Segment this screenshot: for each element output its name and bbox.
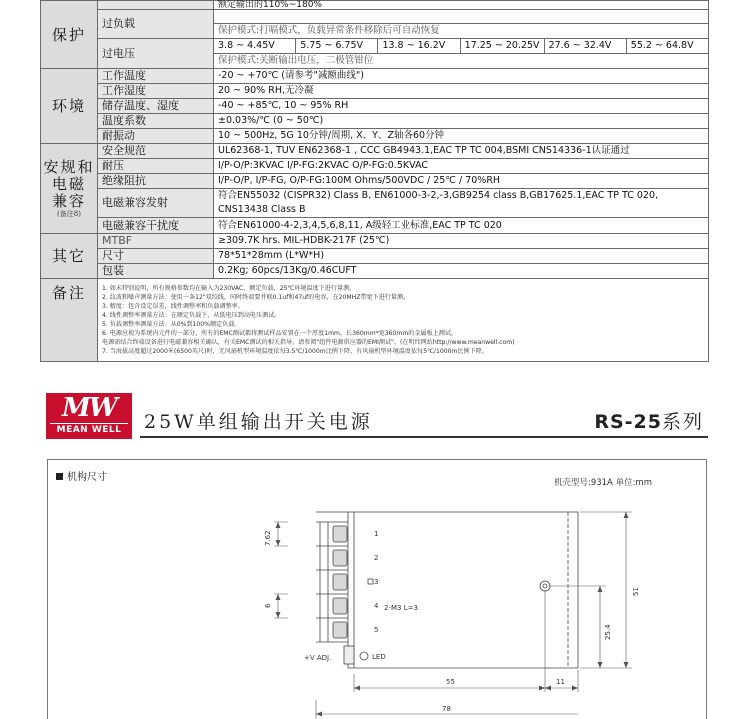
dim-gap: 6 bbox=[264, 603, 272, 608]
others-value-3: 0.2Kg; 60pcs/13Kg/0.46CUFT bbox=[214, 264, 709, 279]
dim-width: 51 bbox=[632, 587, 640, 596]
mechanical-section bbox=[47, 459, 707, 719]
ovp-range-1: 3.8 ~ 4.45V bbox=[214, 39, 296, 53]
safety-value-4: 符合EN55032 (CISPR32) Class B, EN61000-3-2,-3,GB9254 class B,GB17625.1,EAC TP TC 020, bbox=[214, 189, 709, 204]
terminal-screw-5 bbox=[333, 622, 347, 638]
safety-label-1: 安全规范 bbox=[98, 144, 214, 159]
terminal-label-5: 5 bbox=[374, 626, 379, 634]
ovp-range-3: 13.8 ~ 16.2V bbox=[378, 39, 460, 53]
terminal-screw-1 bbox=[333, 526, 347, 542]
spec-table bbox=[40, 0, 709, 362]
terminal-screw-2 bbox=[333, 550, 347, 566]
dim-pitch-line bbox=[274, 522, 288, 546]
dim-width-line bbox=[580, 512, 632, 668]
case-info: 机壳型号:931A 单位:mm bbox=[553, 478, 652, 488]
case-outline bbox=[316, 512, 578, 668]
others-label-2: 尺寸 bbox=[98, 249, 214, 264]
overload-label: 过负载 bbox=[98, 10, 214, 39]
overvoltage-label: 过电压 bbox=[98, 39, 214, 69]
note-line-3: 3. 精度：包含设定误差，线性调整率和负载调整率。 bbox=[102, 302, 244, 310]
env-value-4: ±0.03%/℃ (0 ~ 50℃) bbox=[214, 114, 709, 129]
note-line-2: 2. 纹波和噪声测量方法：使用一条12"双绞线，同时终端要并联0.1uf和47uf的电容，在20MHZ带宽下进行量测。 bbox=[102, 293, 410, 301]
group-safety-note: (备注8) bbox=[57, 209, 81, 218]
terminal-label-3: 3 bbox=[374, 578, 379, 586]
note-line-6: 6. 电源应视为系统内元件的一部分，所有的EMC测试都将测试样品安置在一个厚度1mm，长360mm*宽360mm的金属板上测试。 bbox=[102, 330, 458, 338]
group-protection: 保护 bbox=[41, 1, 98, 69]
overvoltage-ranges bbox=[214, 39, 709, 54]
logo-mark: MW bbox=[62, 393, 116, 423]
series-label bbox=[594, 407, 704, 434]
pin-3-marker bbox=[368, 579, 373, 584]
terminal-label-1: 1 bbox=[374, 530, 379, 538]
env-label-2: 工作湿度 bbox=[98, 84, 214, 99]
protection-top-value: 额定输出的110%~180% bbox=[214, 1, 709, 10]
env-value-2: 20 ~ 90% RH,无冷凝 bbox=[214, 84, 709, 99]
vadj-label: +V ADJ. bbox=[304, 654, 332, 662]
led-label: LED bbox=[372, 653, 386, 661]
group-safety-emc bbox=[41, 144, 98, 234]
ovp-range-4: 17.25 ~ 20.25V bbox=[461, 39, 545, 53]
env-label-3: 储存温度、湿度 bbox=[98, 99, 214, 114]
group-notes: 备注 bbox=[41, 279, 98, 362]
terminal-label-4: 4 bbox=[374, 602, 379, 610]
env-label-5: 耐振动 bbox=[98, 129, 214, 144]
safety-value-1: UL62368-1, TUV EN62368-1 , CCC GB4943.1,EAC TP TC 004,BSMI CNS14336-1认证通过 bbox=[214, 144, 709, 159]
env-label-1: 工作温度 bbox=[98, 69, 214, 84]
vadj-pot bbox=[344, 646, 354, 664]
terminal-label-2: 2 bbox=[374, 554, 379, 562]
env-value-1: -20 ~ +70℃ (请参考"减额曲线") bbox=[214, 69, 709, 84]
overload-value: 保护模式:打嗝模式，负载异常条件移除后可自动恢复 bbox=[214, 24, 709, 39]
overload-range bbox=[214, 10, 709, 24]
group-environment: 环境 bbox=[41, 69, 98, 144]
note-line-1: 1. 如未特别说明，所有规格参数均在输入为230VAC，额定负载，25℃环境温度下进行量测。 bbox=[102, 284, 356, 292]
led-indicator bbox=[360, 652, 368, 660]
safety-value-2: I/P-O/P:3KVAC I/P-FG:2KVAC O/P-FG:0.5KVAC bbox=[214, 159, 709, 174]
mechanical-heading-text: 机构尺寸 bbox=[67, 472, 107, 483]
note-line-7: 电源需结合终端设备进行电磁兼容相关确认，有关EMC测试的相关指导，请参阅"组件电源供应器的EMI测试"。(在明纬网站http://www.meanwell.com) bbox=[102, 339, 515, 347]
ovp-range-2: 5.75 ~ 6.75V bbox=[296, 39, 378, 53]
note-line-5: 5. 负载调整率测量方法：从0%到100%额定负载。 bbox=[102, 321, 241, 328]
mechanical-drawing bbox=[48, 460, 708, 719]
overvoltage-mode: 保护模式:关断输出电压，二极管钳位 bbox=[214, 54, 709, 69]
notes-block bbox=[98, 279, 709, 362]
safety-label-5: 电磁兼容干扰度 bbox=[98, 218, 214, 234]
terminal-screw-4 bbox=[333, 598, 347, 614]
group-safety-line2: 电磁 bbox=[51, 174, 86, 193]
note-line-8: 7. 当海拔高度超过2000米(6500英尺)时，无风扇机型环境温度依每3.5℃/1000m比例下降，有风扇机型环境温度依每5℃/1000m比例下降。 bbox=[102, 348, 488, 356]
terminal-screws bbox=[333, 526, 347, 638]
safety-label-4: 电磁兼容发射 bbox=[98, 189, 214, 218]
dim-hole-edge: 11 bbox=[556, 678, 565, 686]
safety-label-3: 绝缘阻抗 bbox=[98, 174, 214, 189]
protection-blank-label bbox=[98, 1, 214, 10]
safety-value-3: I/P-O/P, I/P-FG, O/P-FG:100M Ohms/500VDC / 25℃ / 70%RH bbox=[214, 174, 709, 189]
group-safety-line3: 兼容 bbox=[51, 191, 86, 210]
group-others: 其它 bbox=[41, 234, 98, 279]
dim-length: 78 bbox=[442, 705, 451, 713]
screw-label: 2-M3 L=3 bbox=[384, 604, 418, 612]
safety-label-2: 耐压 bbox=[98, 159, 214, 174]
others-label-1: MTBF bbox=[98, 234, 214, 249]
dim-hole-x: 55 bbox=[446, 678, 455, 686]
logo-name: MEAN WELL bbox=[50, 423, 128, 436]
mounting-hole-inner bbox=[543, 584, 547, 588]
product-title: 25W单组输出开关电源 bbox=[144, 411, 373, 433]
safety-value-4b: CNS13438 Class B bbox=[214, 203, 709, 218]
product-banner bbox=[40, 393, 708, 443]
others-value-1: ≥309.7K hrs. MIL-HDBK-217F (25℃) bbox=[214, 234, 709, 249]
terminal-screw-3 bbox=[333, 574, 347, 590]
series-code: RS-25 bbox=[594, 411, 662, 433]
env-value-5: 10 ~ 500Hz, 5G 10分钟/周期, X、Y、Z轴各60分钟 bbox=[214, 129, 709, 144]
mounting-hole bbox=[540, 581, 550, 591]
dim-pitch: 7.62 bbox=[264, 530, 272, 546]
note-line-4: 4. 线性调整率测量方法：在额定负载下，从低电压到高电压测试。 bbox=[102, 311, 281, 319]
mean-well-logo bbox=[46, 393, 132, 439]
env-value-3: -40 ~ +85℃, 10 ~ 95% RH bbox=[214, 99, 709, 114]
dim-hole-height: 25.4 bbox=[604, 624, 612, 640]
dim-gap-line bbox=[274, 594, 288, 618]
banner-rule bbox=[140, 436, 708, 438]
group-safety-line1: 安规和 bbox=[43, 157, 95, 176]
series-suffix: 系列 bbox=[661, 411, 704, 433]
safety-value-5: 符合EN61000-4-2,3,4,5,6,8,11, A级轻工业标准,EAC TP TC 020 bbox=[214, 218, 709, 234]
ovp-range-6: 55.2 ~ 64.8V bbox=[630, 40, 694, 51]
others-value-2: 78*51*28mm (L*W*H) bbox=[214, 249, 709, 264]
dim-hole-x-line bbox=[354, 590, 545, 692]
others-label-3: 包装 bbox=[98, 264, 214, 279]
env-label-4: 温度系数 bbox=[98, 114, 214, 129]
ovp-range-5: 27.6 ~ 32.4V bbox=[545, 39, 627, 53]
